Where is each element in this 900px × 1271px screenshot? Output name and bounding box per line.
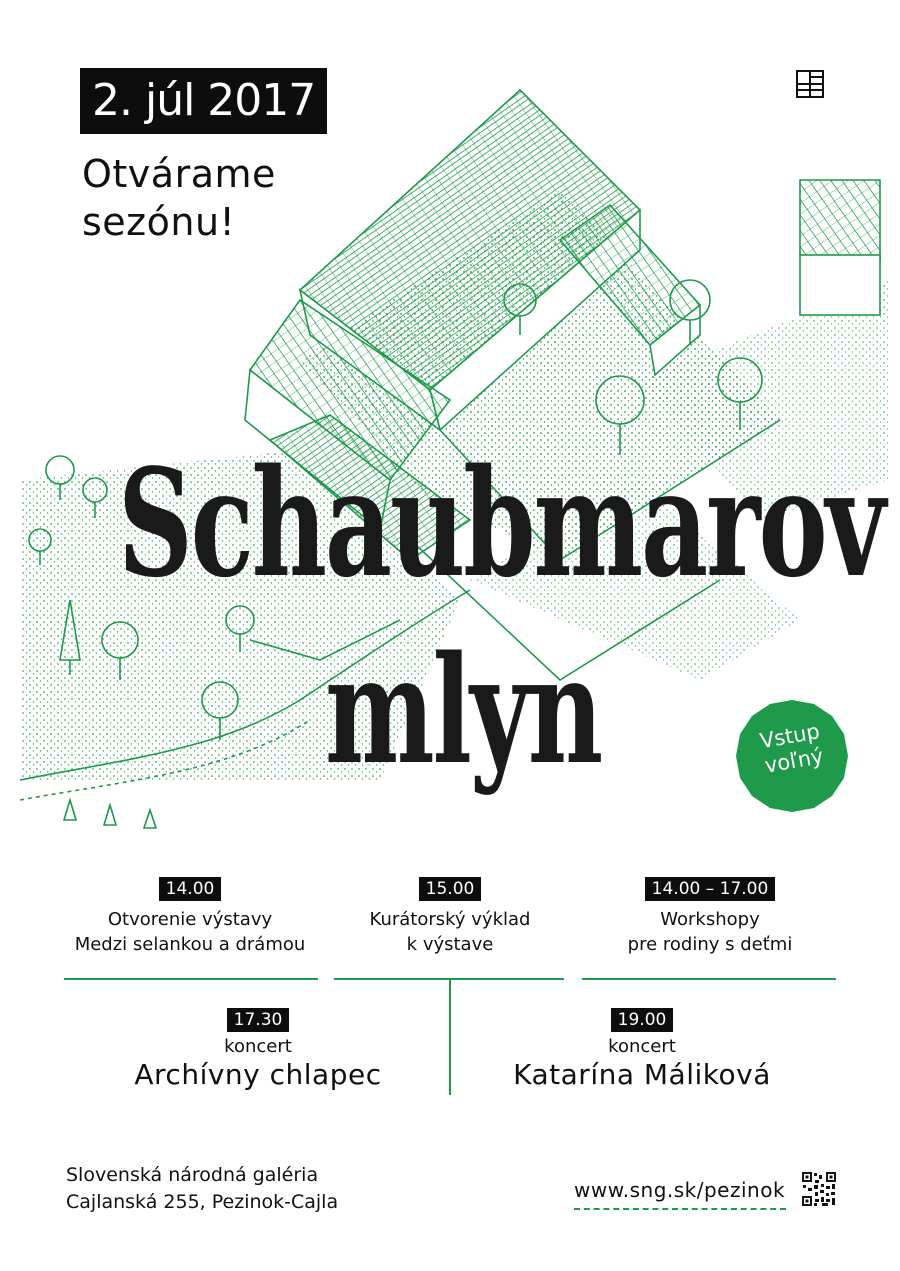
divider (64, 978, 318, 980)
event-label: koncert (608, 1036, 676, 1057)
event-item (60, 877, 320, 957)
divider-vertical (449, 980, 451, 1095)
event-time: 17.30 (227, 1008, 290, 1032)
concert-item (90, 1008, 426, 1092)
event-line-2: k výstave (406, 934, 494, 955)
divider (582, 978, 836, 980)
subtitle-line-2: sezónu! (82, 200, 236, 244)
event-time: 19.00 (611, 1008, 674, 1032)
title-line-2: mlyn (325, 623, 602, 797)
event-description (582, 907, 838, 957)
concert-name: Katarína Máliková (513, 1058, 771, 1091)
venue-address: Cajlanská 255, Pezinok-Cajla (66, 1191, 339, 1213)
event-item (582, 877, 838, 957)
title-line-1: Schaubmarov (118, 436, 884, 610)
event-line-2: Medzi selankou a drámou (74, 934, 306, 955)
badge-line-1: Vstup (758, 719, 822, 754)
website-link[interactable]: www.sng.sk/pezinok (574, 1178, 786, 1202)
url-underline (574, 1208, 786, 1210)
subtitle-line-1: Otvárame (82, 152, 276, 196)
concert-item (470, 1008, 814, 1092)
event-date: 2. júl 2017 (80, 68, 327, 134)
qr-code-icon (802, 1172, 836, 1206)
venue-info (66, 1162, 338, 1216)
event-line-1: Otvorenie výstavy (107, 909, 273, 930)
event-time: 14.00 – 17.00 (645, 877, 776, 901)
event-item (332, 877, 568, 957)
event-line-1: Kurátorský výklad (369, 909, 531, 930)
event-line-2: pre rodiny s deťmi (627, 934, 793, 955)
concert-name: Archívny chlapec (134, 1058, 382, 1091)
event-time: 15.00 (419, 877, 482, 901)
event-line-1: Workshopy (660, 909, 760, 930)
event-description (60, 907, 320, 957)
event-time: 14.00 (159, 877, 222, 901)
event-label: koncert (224, 1036, 292, 1057)
event-description (332, 907, 568, 957)
badge-line-2: voľný (762, 743, 826, 778)
venue-name: Slovenská národná galéria (66, 1164, 319, 1186)
